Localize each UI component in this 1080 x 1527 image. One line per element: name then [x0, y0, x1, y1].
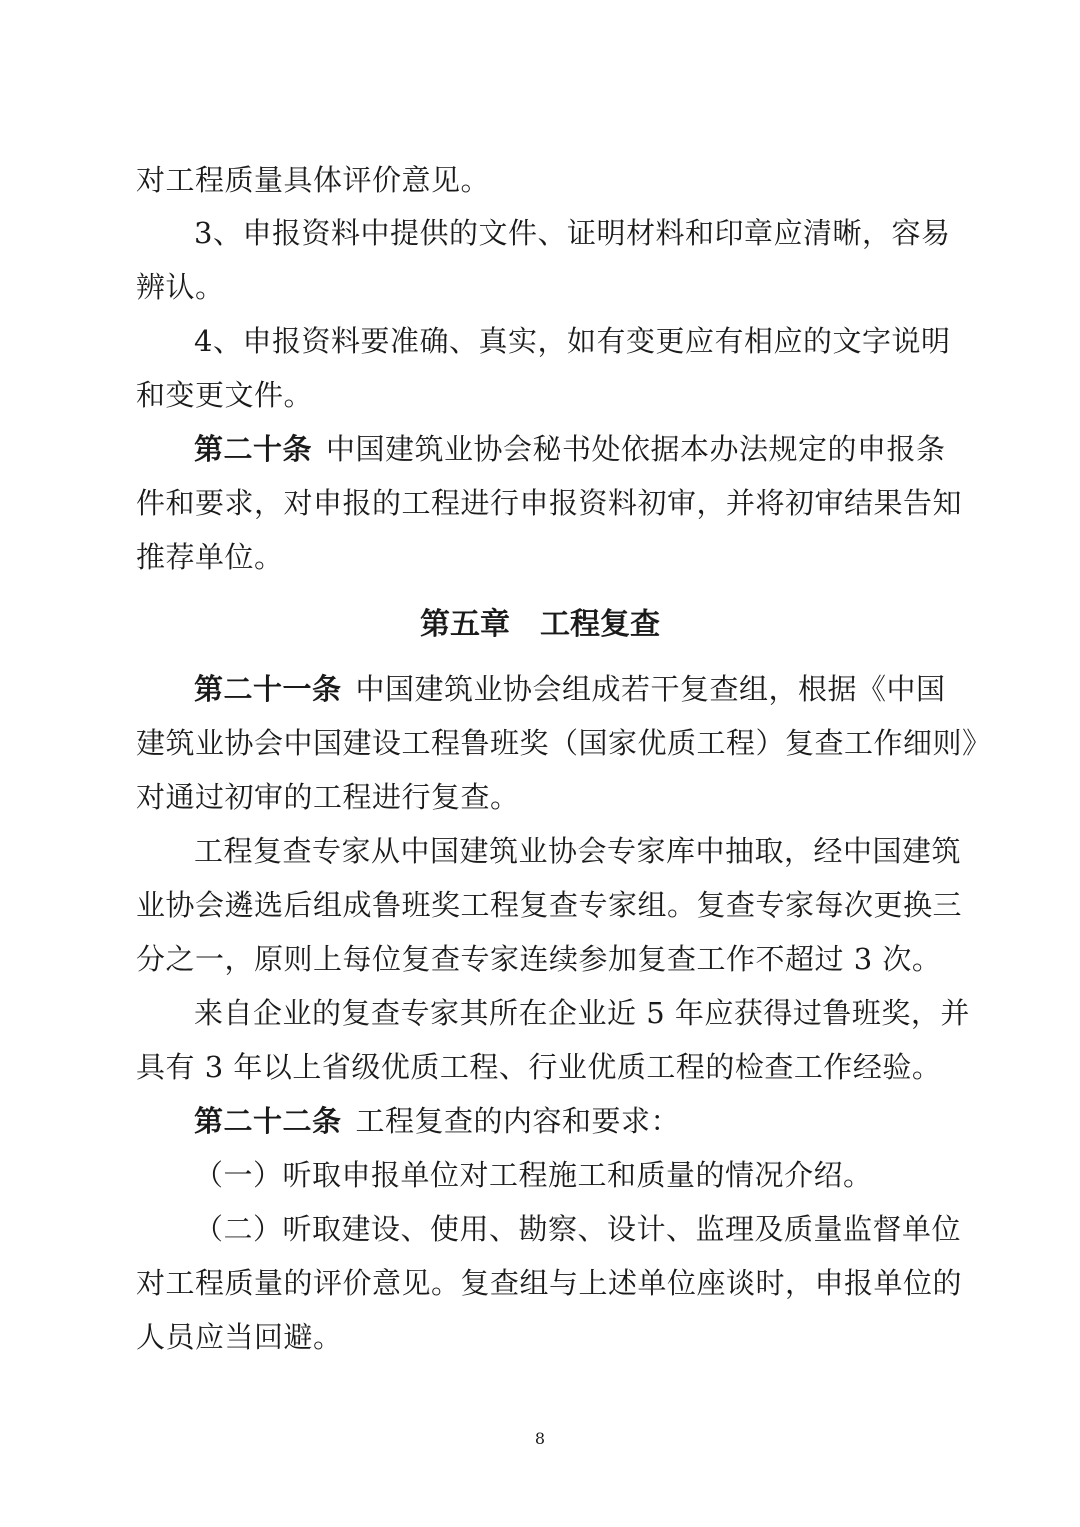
paragraph-line: 对通过初审的工程进行复查。 — [136, 780, 520, 814]
list-item: （一）听取申报单位对工程施工和质量的情况介绍。 — [194, 1158, 873, 1192]
paragraph-line: 辨认。 — [136, 270, 225, 304]
paragraph-line: 工程复查专家从中国建筑业协会专家库中抽取，经中国建筑 — [194, 834, 962, 868]
article-20-heading: 第二十条 — [194, 432, 313, 466]
paragraph-line: 推荐单位。 — [136, 540, 284, 574]
paragraph-line: 3、申报资料中提供的文件、证明材料和印章应清晰，容易 — [194, 216, 951, 250]
paragraph-line: 具有 3 年以上省级优质工程、行业优质工程的检查工作经验。 — [136, 1050, 942, 1084]
chapter-heading — [0, 604, 1080, 646]
article-20-first-line: 第二十条 中国建筑业协会秘书处依据本办法规定的申报条 — [194, 432, 946, 466]
paragraph-line: 件和要求，对申报的工程进行申报资料初审，并将初审结果告知 — [136, 486, 963, 520]
article-21-first-line: 第二十一条 中国建筑业协会组成若干复查组，根据《中国 — [194, 672, 946, 706]
paragraph-line: 人员应当回避。 — [136, 1320, 343, 1354]
chapter-title: 工程复查 — [540, 607, 660, 642]
paragraph-line: 业协会遴选后组成鲁班奖工程复查专家组。复查专家每次更换三 — [136, 888, 963, 922]
article-22-first-line: 第二十二条 工程复查的内容和要求： — [194, 1104, 681, 1138]
paragraph-line: 建筑业协会中国建设工程鲁班奖（国家优质工程）复查工作细则》 — [136, 726, 992, 760]
paragraph-line: 分之一，原则上每位复查专家连续参加复查工作不超过 3 次。 — [136, 942, 942, 976]
paragraph-line: 对工程质量的评价意见。复查组与上述单位座谈时，申报单位的 — [136, 1266, 963, 1300]
page-number: 8 — [534, 1429, 546, 1448]
paragraph-line: 和变更文件。 — [136, 378, 314, 412]
article-22-heading: 第二十二条 — [194, 1104, 342, 1138]
paragraph-line: 对工程质量具体评价意见。 — [136, 163, 491, 197]
list-item: （二）听取建设、使用、勘察、设计、监理及质量监督单位 — [194, 1212, 962, 1246]
article-21-heading: 第二十一条 — [194, 672, 342, 706]
chapter-number: 第五章 — [420, 607, 510, 642]
paragraph-line: 4、申报资料要准确、真实，如有变更应有相应的文字说明 — [194, 324, 951, 358]
paragraph-line: 来自企业的复查专家其所在企业近 5 年应获得过鲁班奖，并 — [194, 996, 970, 1030]
